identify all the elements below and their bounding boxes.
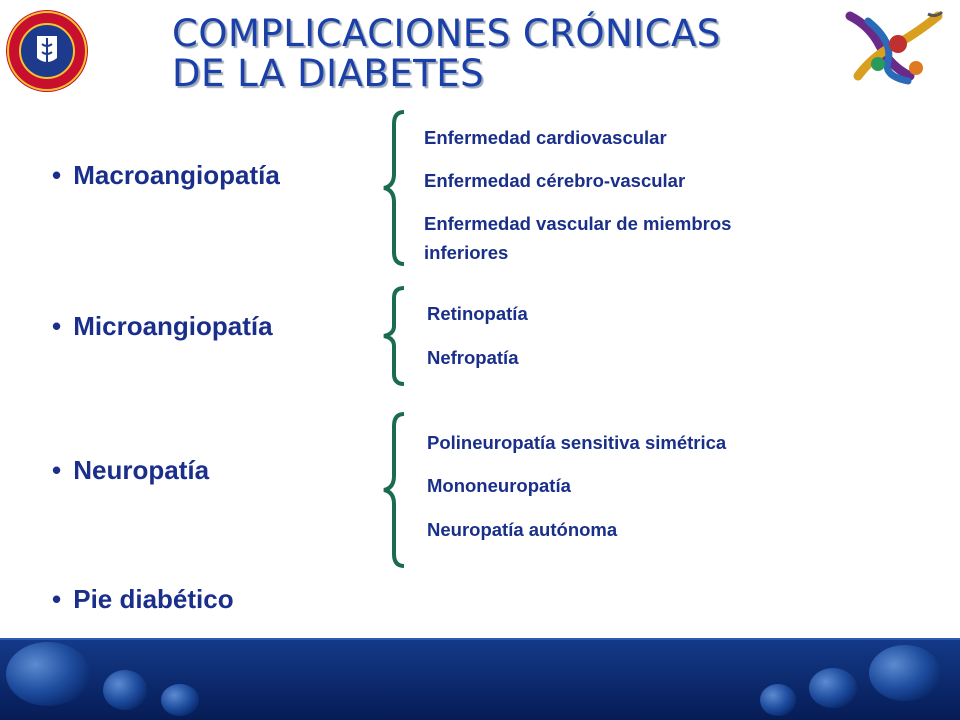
subitem: Enfermedad cérebro-vascular [424,170,686,191]
subitem: Polineuropatía sensitiva simétrica [427,432,727,453]
page-title [172,14,721,94]
subitem: Enfermedad vascular de miembros [424,213,732,234]
bullet-dot: • [52,160,62,190]
bullet-dot: • [52,311,62,341]
bullet-label: Neuropatía [73,455,210,485]
bullet-microangiopatia [52,311,273,342]
brace-macroangiopatia [380,108,410,268]
title-line-2: DE LA DIABETES [172,52,485,95]
title-line-1: COMPLICACIONES CRÓNICAS [172,12,721,55]
subitem: Nefropatía [427,347,519,368]
bullet-macroangiopatia [52,160,280,191]
bullet-neuropatia [52,455,209,486]
bubble-decoration [6,642,90,706]
bubble-decoration [760,684,796,716]
subitem: inferiores [424,242,509,263]
subitem: Enfermedad cardiovascular [424,127,667,148]
intertwined-snakes-logo-icon [838,6,948,88]
brace-neuropatia [380,410,410,570]
subitem: Mononeuropatía [427,475,571,496]
bullet-label: Macroangiopatía [73,160,280,190]
bubble-decoration [869,645,941,701]
subitem: Neuropatía autónoma [427,519,618,540]
university-seal-icon [4,8,90,94]
footer-decoration [0,638,960,720]
bullet-dot: • [52,584,62,614]
bullet-label: Pie diabético [73,584,234,614]
subitem: Retinopatía [427,303,528,324]
bullet-label: Microangiopatía [73,311,273,341]
bubble-decoration [161,684,199,716]
bubble-decoration [809,668,857,708]
bubble-decoration [103,670,147,710]
bullet-dot: • [52,455,62,485]
brace-microangiopatia [380,284,410,388]
bullet-pie-diabetico [52,584,234,615]
